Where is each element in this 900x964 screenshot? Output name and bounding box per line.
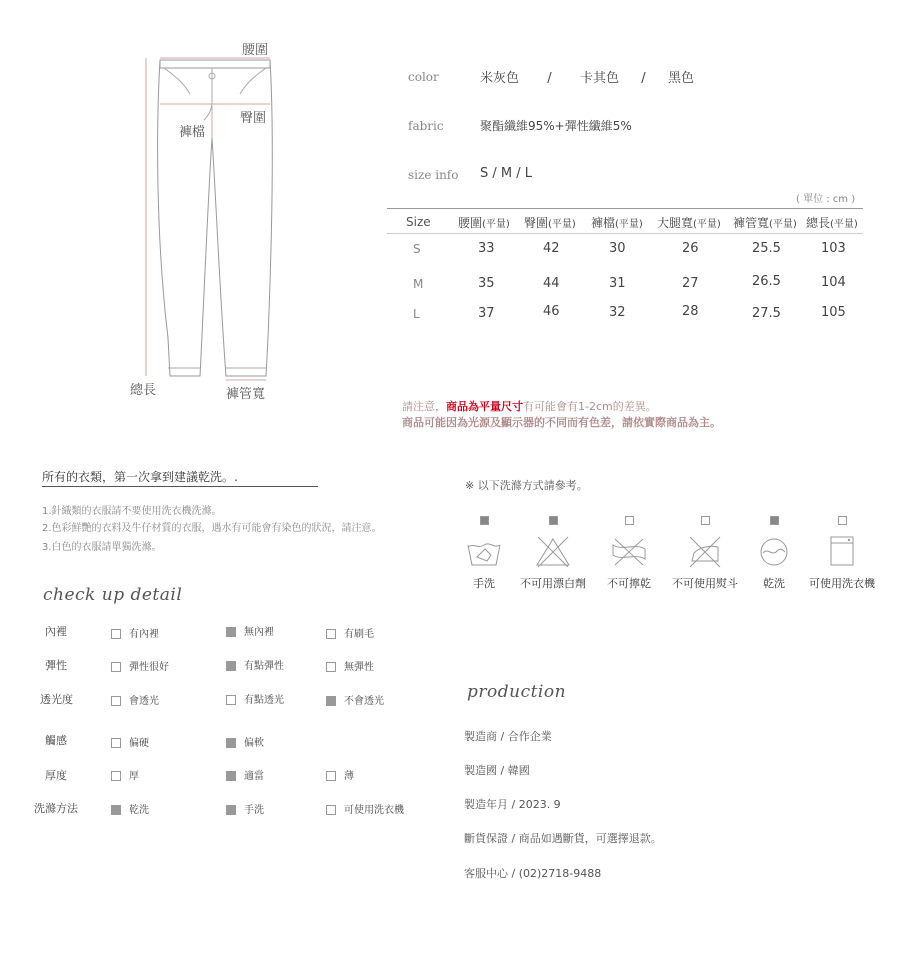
checkbox (326, 629, 336, 639)
detail-option: 有點彈性 (226, 657, 284, 672)
checkbox (326, 696, 336, 706)
color-3: 黑色 (667, 71, 694, 86)
row-l-hem: 27.5 (752, 306, 781, 321)
row-s-size: S (413, 242, 421, 256)
detail-title: check up detail (43, 585, 183, 605)
notice-line-1: 請注意，商品為平量尺寸有可能會有1-2cm的差異。 (402, 400, 657, 413)
detail-row-label: 彈性 (45, 659, 67, 672)
detail-option: 薄 (326, 767, 354, 782)
color-2: 卡其色 (579, 71, 619, 86)
row-l-thigh: 28 (682, 304, 699, 319)
row-s-hip: 42 (543, 241, 560, 256)
detail-row-label: 透光度 (40, 693, 73, 706)
detail-option: 會透光 (111, 692, 159, 707)
fabric-value: 聚酯纖維95%+彈性纖維5% (480, 119, 632, 133)
production-title: production (467, 682, 567, 702)
hip-label: 臀圍 (240, 111, 267, 126)
detail-option: 適當 (226, 767, 264, 782)
care-item-hand-wash: 手洗 (458, 516, 510, 591)
checkbox (226, 771, 236, 781)
dry-clean-icon (757, 535, 791, 569)
row-l-rise: 32 (609, 305, 626, 320)
detail-option: 不會透光 (326, 692, 384, 707)
row-m-thigh: 27 (682, 276, 699, 291)
detail-option: 無彈性 (326, 658, 374, 673)
row-m-size: M (413, 277, 424, 291)
detail-option: 手洗 (226, 801, 264, 816)
production-line: 製造國 / 韓國 (464, 764, 530, 777)
care-item-no-iron: 不可使用熨斗 (668, 516, 742, 591)
detail-row-label: 洗滌方法 (34, 802, 78, 815)
length-label: 總長 (130, 383, 157, 398)
color-values (480, 67, 694, 86)
care-item-dry-clean: 乾洗 (752, 516, 796, 591)
care-title: ※ 以下洗滌方式請參考。 (465, 479, 588, 492)
no-iron-icon (686, 535, 724, 569)
row-s-waist: 33 (478, 241, 495, 256)
row-l-waist: 37 (478, 306, 495, 321)
checkbox (111, 738, 121, 748)
detail-option: 乾洗 (111, 801, 149, 816)
detail-option: 偏軟 (226, 734, 264, 749)
checkbox (226, 661, 236, 671)
detail-option: 可使用洗衣機 (326, 801, 404, 816)
checkbox (226, 805, 236, 815)
checkbox (111, 696, 121, 706)
wash-title-rule (42, 486, 318, 487)
washing-machine-icon (825, 535, 859, 569)
production-line: 客服中心 / (02)2718-9488 (464, 867, 602, 880)
fabric-label: fabric (408, 119, 444, 133)
hem-label: 褲管寬 (226, 387, 266, 402)
table-header-rule (387, 233, 863, 234)
table-top-rule (387, 208, 863, 209)
production-line: 製造年月 / 2023. 9 (464, 798, 561, 811)
care-item-washing-machine: 可使用洗衣機 (806, 516, 878, 591)
checkbox (326, 805, 336, 815)
color-sep-2: / (641, 71, 646, 86)
header-thigh: 大腿寬(平量) (657, 216, 721, 230)
wash-title: 所有的衣類，第一次拿到建議乾洗。. (42, 470, 238, 484)
row-s-length: 103 (821, 241, 846, 256)
checkbox (326, 771, 336, 781)
row-m-hip: 44 (543, 276, 560, 291)
header-rise: 褲檔(平量) (591, 216, 643, 230)
checkbox (111, 629, 121, 639)
detail-option: 無內裡 (226, 623, 274, 638)
detail-row-label: 內裡 (45, 625, 67, 638)
care-check (625, 516, 634, 525)
notice-line-2: 商品可能因為光源及顯示器的不同而有色差，請依實際商品為主。 (402, 416, 721, 429)
detail-option: 偏硬 (111, 734, 149, 749)
pants-diagram (120, 38, 290, 408)
row-m-hem: 26.5 (752, 274, 781, 289)
production-line: 斷貨保證 / 商品如遇斷貨，可選擇退款。 (464, 832, 662, 845)
care-item-no-bleach: 不可用漂白劑 (516, 516, 590, 591)
care-item-no-wring: 不可擰乾 (600, 516, 658, 591)
detail-option: 有內裡 (111, 625, 159, 640)
wash-note-3: 3.白色的衣服請單獨洗滌。 (42, 542, 162, 553)
waist-label: 腰圍 (242, 43, 269, 58)
detail-option: 有刷毛 (326, 625, 374, 640)
checkbox (111, 662, 121, 672)
care-check (701, 516, 710, 525)
no-bleach-icon (534, 535, 572, 569)
checkbox (226, 695, 236, 705)
detail-option: 彈性很好 (111, 658, 169, 673)
checkbox (111, 805, 121, 815)
checkbox (226, 738, 236, 748)
detail-row-label: 觸感 (45, 734, 67, 747)
color-label: color (408, 70, 439, 84)
row-s-rise: 30 (609, 241, 626, 256)
rise-label: 褲檔 (179, 125, 206, 140)
color-sep-1: / (547, 71, 552, 86)
size-info-label: size info (408, 168, 459, 182)
color-1: 米灰色 (480, 71, 520, 86)
detail-row-label: 厚度 (45, 769, 67, 782)
header-hem: 褲管寬(平量) (733, 216, 797, 230)
wash-note-2: 2.色彩鮮艷的衣料及牛仔材質的衣服，遇水有可能會有染色的狀況，請注意。 (42, 523, 382, 534)
header-waist: 腰圍(平量) (458, 216, 510, 230)
row-s-thigh: 26 (682, 241, 699, 256)
care-check (480, 516, 489, 525)
row-l-length: 105 (821, 305, 846, 320)
detail-option: 厚 (111, 767, 139, 782)
row-l-size: L (413, 307, 420, 321)
care-check (838, 516, 847, 525)
production-line: 製造商 / 合作企業 (464, 730, 552, 743)
unit-label: ( 單位 : cm ) (796, 194, 856, 205)
row-m-waist: 35 (478, 276, 495, 291)
row-l-hip: 46 (543, 304, 560, 319)
row-m-rise: 31 (609, 276, 626, 291)
header-size: Size (406, 215, 431, 229)
checkbox (111, 771, 121, 781)
wash-note-1: 1.針織類的衣服請不要使用洗衣機洗滌。 (42, 506, 222, 517)
hand-wash-icon (465, 535, 503, 569)
header-length: 總長(平量) (806, 216, 858, 230)
pants-outline-icon (120, 38, 290, 408)
care-check (549, 516, 558, 525)
care-check (770, 516, 779, 525)
size-info-value: S / M / L (480, 166, 532, 181)
checkbox (326, 662, 336, 672)
no-wring-icon (609, 535, 649, 569)
detail-option: 有點透光 (226, 691, 284, 706)
row-m-length: 104 (821, 275, 846, 290)
row-s-hem: 25.5 (752, 241, 781, 256)
header-hip: 臀圍(平量) (524, 216, 576, 230)
checkbox (226, 627, 236, 637)
